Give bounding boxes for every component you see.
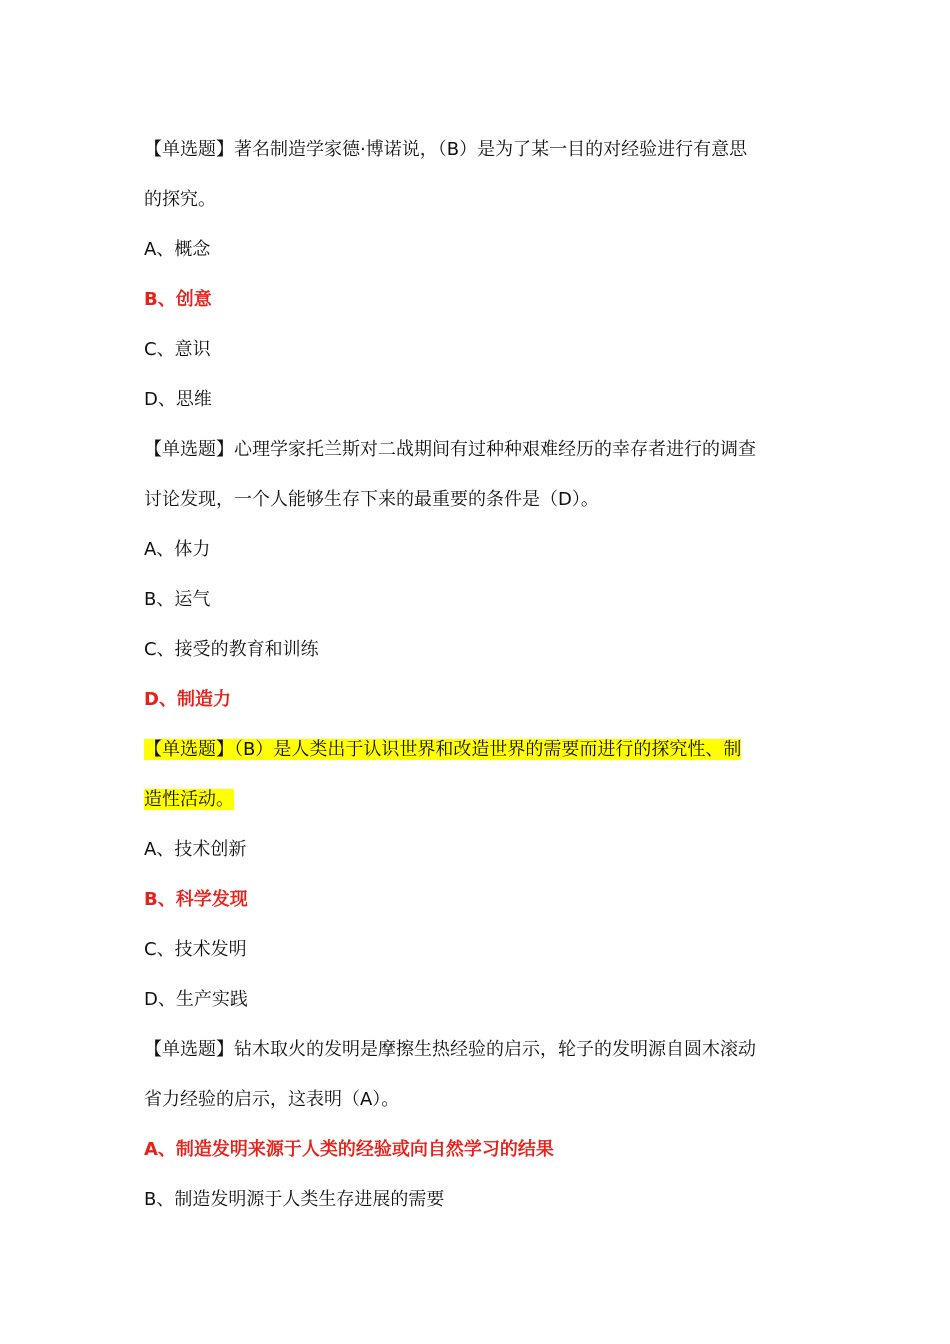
- question-3-text-line-2: [144, 775, 804, 825]
- question-3-option-b-correct: B、科学发现: [144, 889, 248, 910]
- question-3: [144, 725, 804, 1025]
- highlighted-text: 【单选题】（B）是人类出于认识世界和改造世界的需要而进行的探究性、制: [144, 739, 742, 760]
- question-3-text-line-1: [144, 725, 804, 775]
- question-4-option-a-correct: A、制造发明来源于人类的经验或向自然学习的结果: [144, 1139, 554, 1160]
- question-2-option-a: A、体力: [144, 539, 211, 560]
- question-2-text-line-2: 讨论发现，一个人能够生存下来的最重要的条件是（D）。: [144, 489, 599, 510]
- question-1: [144, 125, 804, 425]
- document-page: [144, 125, 804, 1225]
- question-4-text-line-1: 【单选题】钻木取火的发明是摩擦生热经验的启示，轮子的发明源自圆木滚动: [144, 1039, 756, 1060]
- highlighted-text: 造性活动。: [144, 789, 234, 810]
- question-3-option-c: C、技术发明: [144, 939, 247, 960]
- question-1-option-c: C、意识: [144, 339, 211, 360]
- question-1-text-line-2: 的探究。: [144, 189, 216, 210]
- question-4: [144, 1025, 804, 1225]
- question-1-option-a: A、概念: [144, 239, 211, 260]
- question-2-option-d-correct: D、制造力: [144, 689, 231, 710]
- question-1-text-line-1: 【单选题】著名制造学家德·博诺说，（B）是为了某一目的对经验进行有意思: [144, 139, 748, 160]
- question-1-option-b-correct: B、创意: [144, 289, 212, 310]
- question-4-text-line-2: 省力经验的启示，这表明（A）。: [144, 1089, 400, 1110]
- question-2-option-c: C、接受的教育和训练: [144, 639, 319, 660]
- question-3-option-a: A、技术创新: [144, 839, 247, 860]
- question-1-option-d: D、思维: [144, 389, 212, 410]
- question-2-option-b: B、运气: [144, 589, 211, 610]
- question-4-option-b: B、制造发明源于人类生存进展的需要: [144, 1189, 445, 1210]
- question-2-text-line-1: 【单选题】心理学家托兰斯对二战期间有过种种艰难经历的幸存者进行的调查: [144, 439, 756, 460]
- question-3-option-d: D、生产实践: [144, 989, 248, 1010]
- question-2: [144, 425, 804, 725]
